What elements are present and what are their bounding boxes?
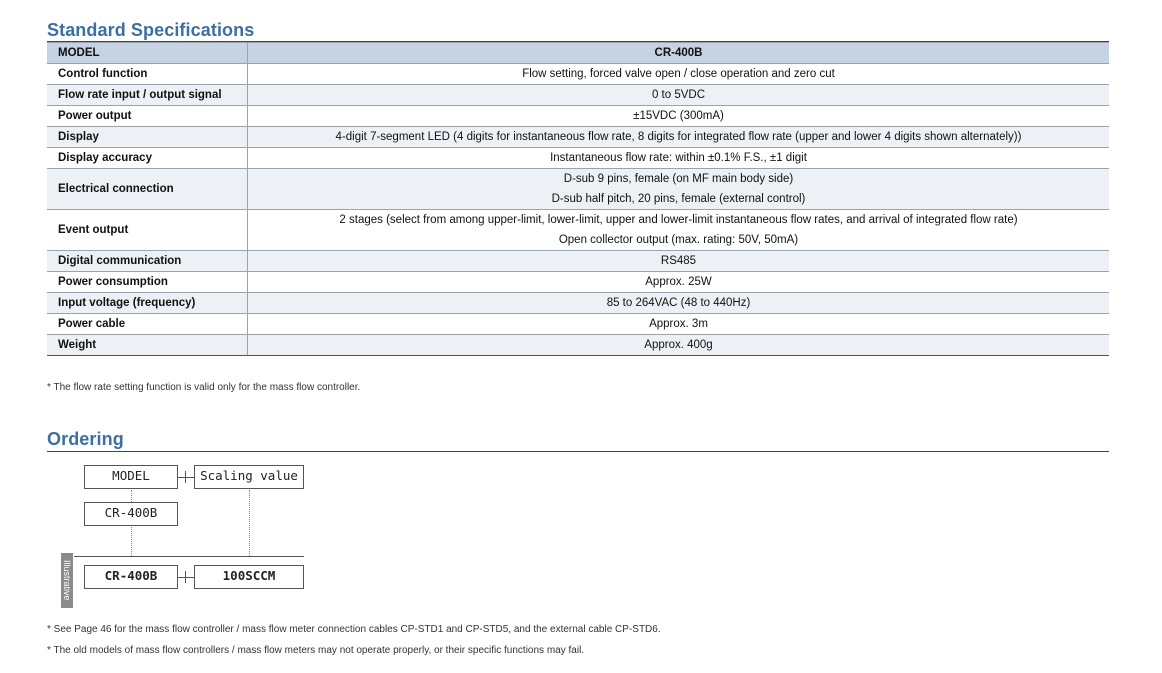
spec-value-line: D-sub 9 pins, female (on MF main body side): [563, 173, 794, 185]
spec-header-label: MODEL: [47, 43, 248, 64]
spec-value-line: 0 to 5VDC: [651, 89, 706, 101]
spec-value-line: D-sub half pitch, 20 pins, female (external control): [551, 193, 806, 205]
spec-row-label: Power output: [47, 106, 248, 127]
model-value-box: CR-400B: [84, 502, 178, 526]
example-model-box: CR-400B: [84, 565, 178, 589]
spec-row: [47, 293, 1109, 314]
example-connector-tick: [185, 571, 186, 583]
spec-value-line: Flow setting, forced valve open / close operation and zero cut: [522, 68, 835, 80]
spec-row-label: Power consumption: [47, 272, 248, 293]
spec-value-line: ±15VDC (300mA): [633, 110, 724, 122]
spec-row-label: Weight: [47, 335, 248, 356]
spec-row-label: Electrical connection: [47, 169, 248, 210]
spec-row-value: [248, 293, 1110, 314]
spec-row-value: [248, 85, 1110, 106]
spec-value-line: 2 stages (select from among upper-limit, lower-limit, upper and lower-limit instantaneous flow rates, and arrival of integrated flow rate): [339, 214, 1018, 226]
spec-row: [47, 64, 1109, 85]
ordering-section-title: Ordering: [47, 429, 124, 449]
spec-row: [47, 335, 1109, 356]
spec-row: [47, 148, 1109, 169]
compatibility-note: * The old models of mass flow controllers / mass flow meters may not operate properly, or their specific functions may fail.: [47, 645, 585, 656]
spec-section-title: Standard Specifications: [47, 20, 255, 40]
spec-header-value: CR-400B: [248, 43, 1110, 64]
connector-tick: [185, 471, 186, 483]
spec-value-line: Approx. 25W: [645, 276, 712, 288]
spec-row-label: Power cable: [47, 314, 248, 335]
spec-row-value: [248, 251, 1110, 272]
spec-value-line: Approx. 400g: [644, 339, 713, 351]
model-dotted-line: [131, 490, 132, 502]
model-box: MODEL: [84, 465, 178, 489]
spec-row-value: [248, 127, 1110, 148]
spec-row: [47, 106, 1109, 127]
spec-row-value: [248, 64, 1110, 85]
spec-value-line: Instantaneous flow rate: within ±0.1% F.S., ±1 digit: [550, 152, 807, 164]
cable-note: * See Page 46 for the mass flow controller / mass flow meter connection cables CP-STD1 and CP-STD5, and the external cable CP-STD6.: [47, 624, 661, 635]
spec-row-label: Display: [47, 127, 248, 148]
spec-row: [47, 85, 1109, 106]
model-scaling-connector: [178, 477, 194, 478]
spec-row-value: [248, 106, 1110, 127]
spec-row-value: [248, 272, 1110, 293]
example-scaling-box: 100SCCM: [194, 565, 304, 589]
spec-value-line: RS485: [660, 255, 697, 267]
spec-row-value: [248, 335, 1110, 356]
example-divider: [74, 556, 304, 557]
model-value-dotted-line: [131, 527, 132, 556]
spec-row-value: [248, 314, 1110, 335]
illustrative-example-tag: Illustrative example: [61, 553, 73, 608]
spec-footnote: * The flow rate setting function is valid only for the mass flow controller.: [47, 382, 361, 393]
spec-value-line: 4-digit 7-segment LED (4 digits for instantaneous flow rate, 8 digits for integrated flow rate (upper and lower 4 digits shown alternately)): [335, 131, 1022, 143]
spec-value-line: 85 to 264VAC (48 to 440Hz): [606, 297, 751, 309]
example-connector: [178, 577, 194, 578]
spec-row: [47, 127, 1109, 148]
spec-row-label: Display accuracy: [47, 148, 248, 169]
ordering-title-rule: [47, 451, 1109, 452]
spec-row-value: [248, 169, 1110, 210]
spec-row: [47, 314, 1109, 335]
spec-row: [47, 169, 1109, 210]
spec-row-label: Input voltage (frequency): [47, 293, 248, 314]
spec-row-value: [248, 148, 1110, 169]
spec-row-label: Digital communication: [47, 251, 248, 272]
spec-value-line: Open collector output (max. rating: 50V, 50mA): [558, 234, 799, 246]
spec-header-row: [47, 43, 1109, 64]
spec-row-label: Flow rate input / output signal: [47, 85, 248, 106]
scaling-value-box: Scaling value: [194, 465, 304, 489]
spec-row: [47, 272, 1109, 293]
spec-table: [47, 42, 1109, 356]
spec-row-label: Event output: [47, 210, 248, 251]
scaling-dotted-line: [249, 490, 250, 556]
spec-row: [47, 210, 1109, 251]
spec-row-value: [248, 210, 1110, 251]
spec-value-line: Approx. 3m: [649, 318, 708, 330]
spec-row: [47, 251, 1109, 272]
spec-row-label: Control function: [47, 64, 248, 85]
